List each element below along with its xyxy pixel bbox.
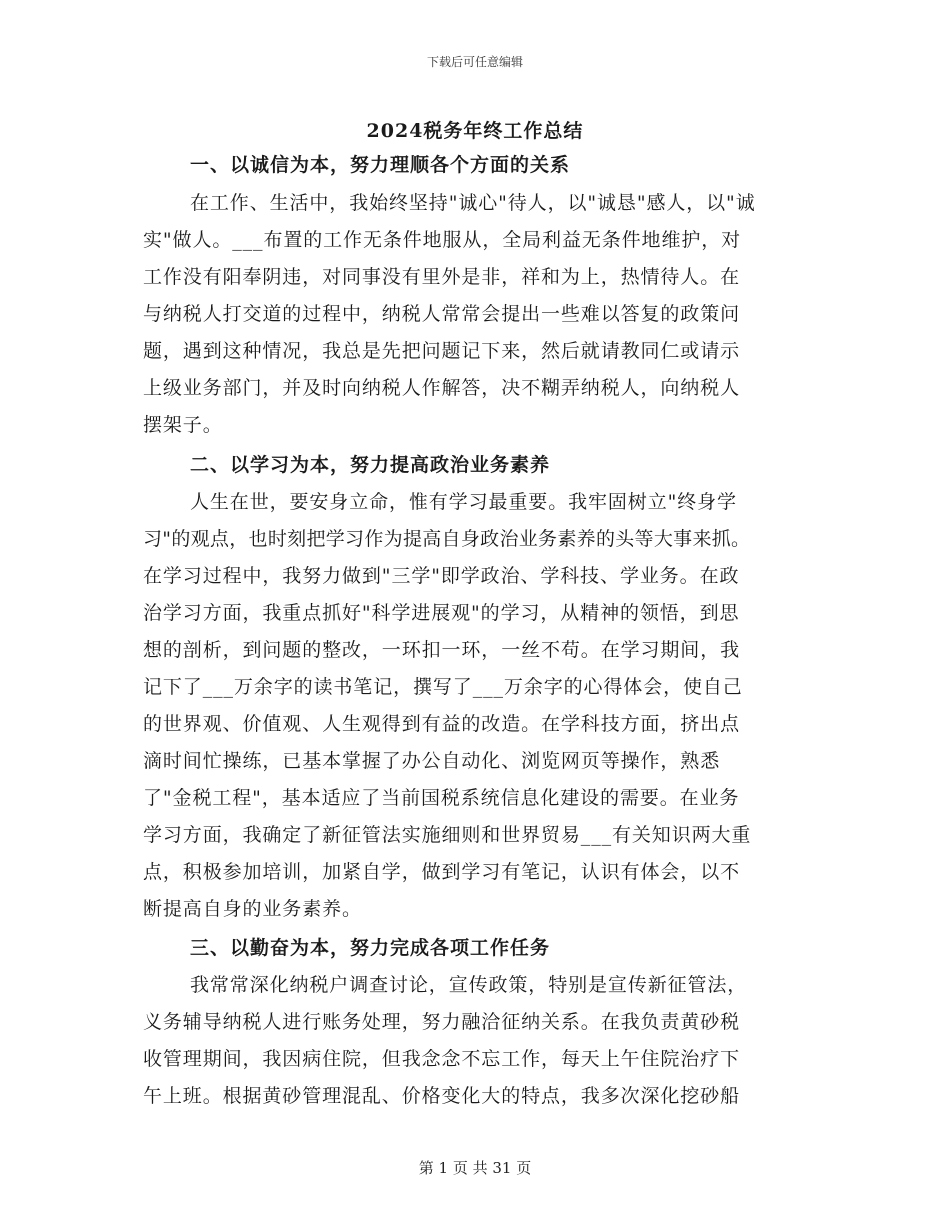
paragraph-line: 在学习过程中，我努力做到"三学"即学政治、学科技、学业务。在政 [143, 565, 740, 587]
paragraph-line: 滴时间忙操练，已基本掌握了办公自动化、浏览网页等操作，熟悉 [143, 750, 721, 772]
page-footer: 第 1 页 共 31 页 [418, 1159, 532, 1177]
paragraph-line: 题，遇到这种情况，我总是先把问题记下来，然后就请教同仁或请示 [143, 340, 741, 362]
paragraph-line: 人生在世，要安身立命，惟有学习最重要。我牢固树立"终身学 [190, 491, 737, 513]
paragraph-line: 想的剖析，到问题的整改，一环扣一环，一丝不苟。在学习期间，我 [143, 639, 741, 661]
paragraph-line: 义务辅导纳税人进行账务处理，努力融洽征纳关系。在我负责黄砂税 [143, 1011, 741, 1033]
paragraph-line: 实"做人。___布置的工作无条件地服从，全局利益无条件地维护，对 [143, 229, 742, 251]
paragraph-line: 工作没有阳奉阴违，对同事没有里外是非，祥和为上，热情待人。在 [143, 266, 741, 288]
paragraph-line: 了"金税工程"，基本适应了当前国税系统信息化建设的需要。在业务 [143, 787, 740, 809]
document-title: 2024税务年终工作总结 [366, 120, 584, 142]
section-heading-3: 三、以勤奋为本，努力完成各项工作任务 [190, 937, 551, 959]
paragraph-line: 摆架子。 [143, 414, 223, 436]
paragraph-line: 学习方面，我确定了新征管法实施细则和世界贸易___有关知识两大重 [143, 824, 752, 846]
paragraph-line: 在工作、生活中，我始终坚持"诚心"待人，以"诚恳"感人，以"诚 [190, 192, 756, 214]
paragraph-line: 治学习方面，我重点抓好"科学进展观"的学习，从精神的领悟，到思 [143, 602, 740, 624]
paragraph-line: 记下了___万余字的读书笔记，撰写了___万余字的心得体会，使自己 [143, 676, 743, 698]
paragraph-line: 的世界观、价值观、人生观得到有益的改造。在学科技方面，挤出点 [143, 713, 741, 735]
section-heading-1: 一、以诚信为本，努力理顺各个方面的关系 [190, 154, 571, 176]
paragraph-line: 我常常深化纳税户调查讨论，宣传政策，特别是宣传新征管法， [190, 974, 748, 996]
paragraph-line: 与纳税人打交道的过程中，纳税人常常会提出一些难以答复的政策问 [143, 303, 741, 325]
paragraph-line: 断提高自身的业务素养。 [143, 898, 362, 920]
paragraph-line: 上级业务部门，并及时向纳税人作解答，决不糊弄纳税人，向纳税人 [143, 377, 741, 399]
paragraph-line: 点，积极参加培训，加紧自学，做到学习有笔记，认识有体会，以不 [143, 861, 741, 883]
paragraph-line: 习"的观点，也时刻把学习作为提高自身政治业务素养的头等大事来抓。 [143, 528, 751, 550]
header-note: 下载后可任意编辑 [426, 55, 523, 69]
paragraph-line: 午上班。根据黄砂管理混乱、价格变化大的特点，我多次深化挖砂船 [143, 1085, 741, 1107]
paragraph-line: 收管理期间，我因病住院，但我念念不忘工作，每天上午住院治疗下 [143, 1048, 741, 1070]
section-heading-2: 二、以学习为本，努力提高政治业务素养 [190, 454, 551, 476]
